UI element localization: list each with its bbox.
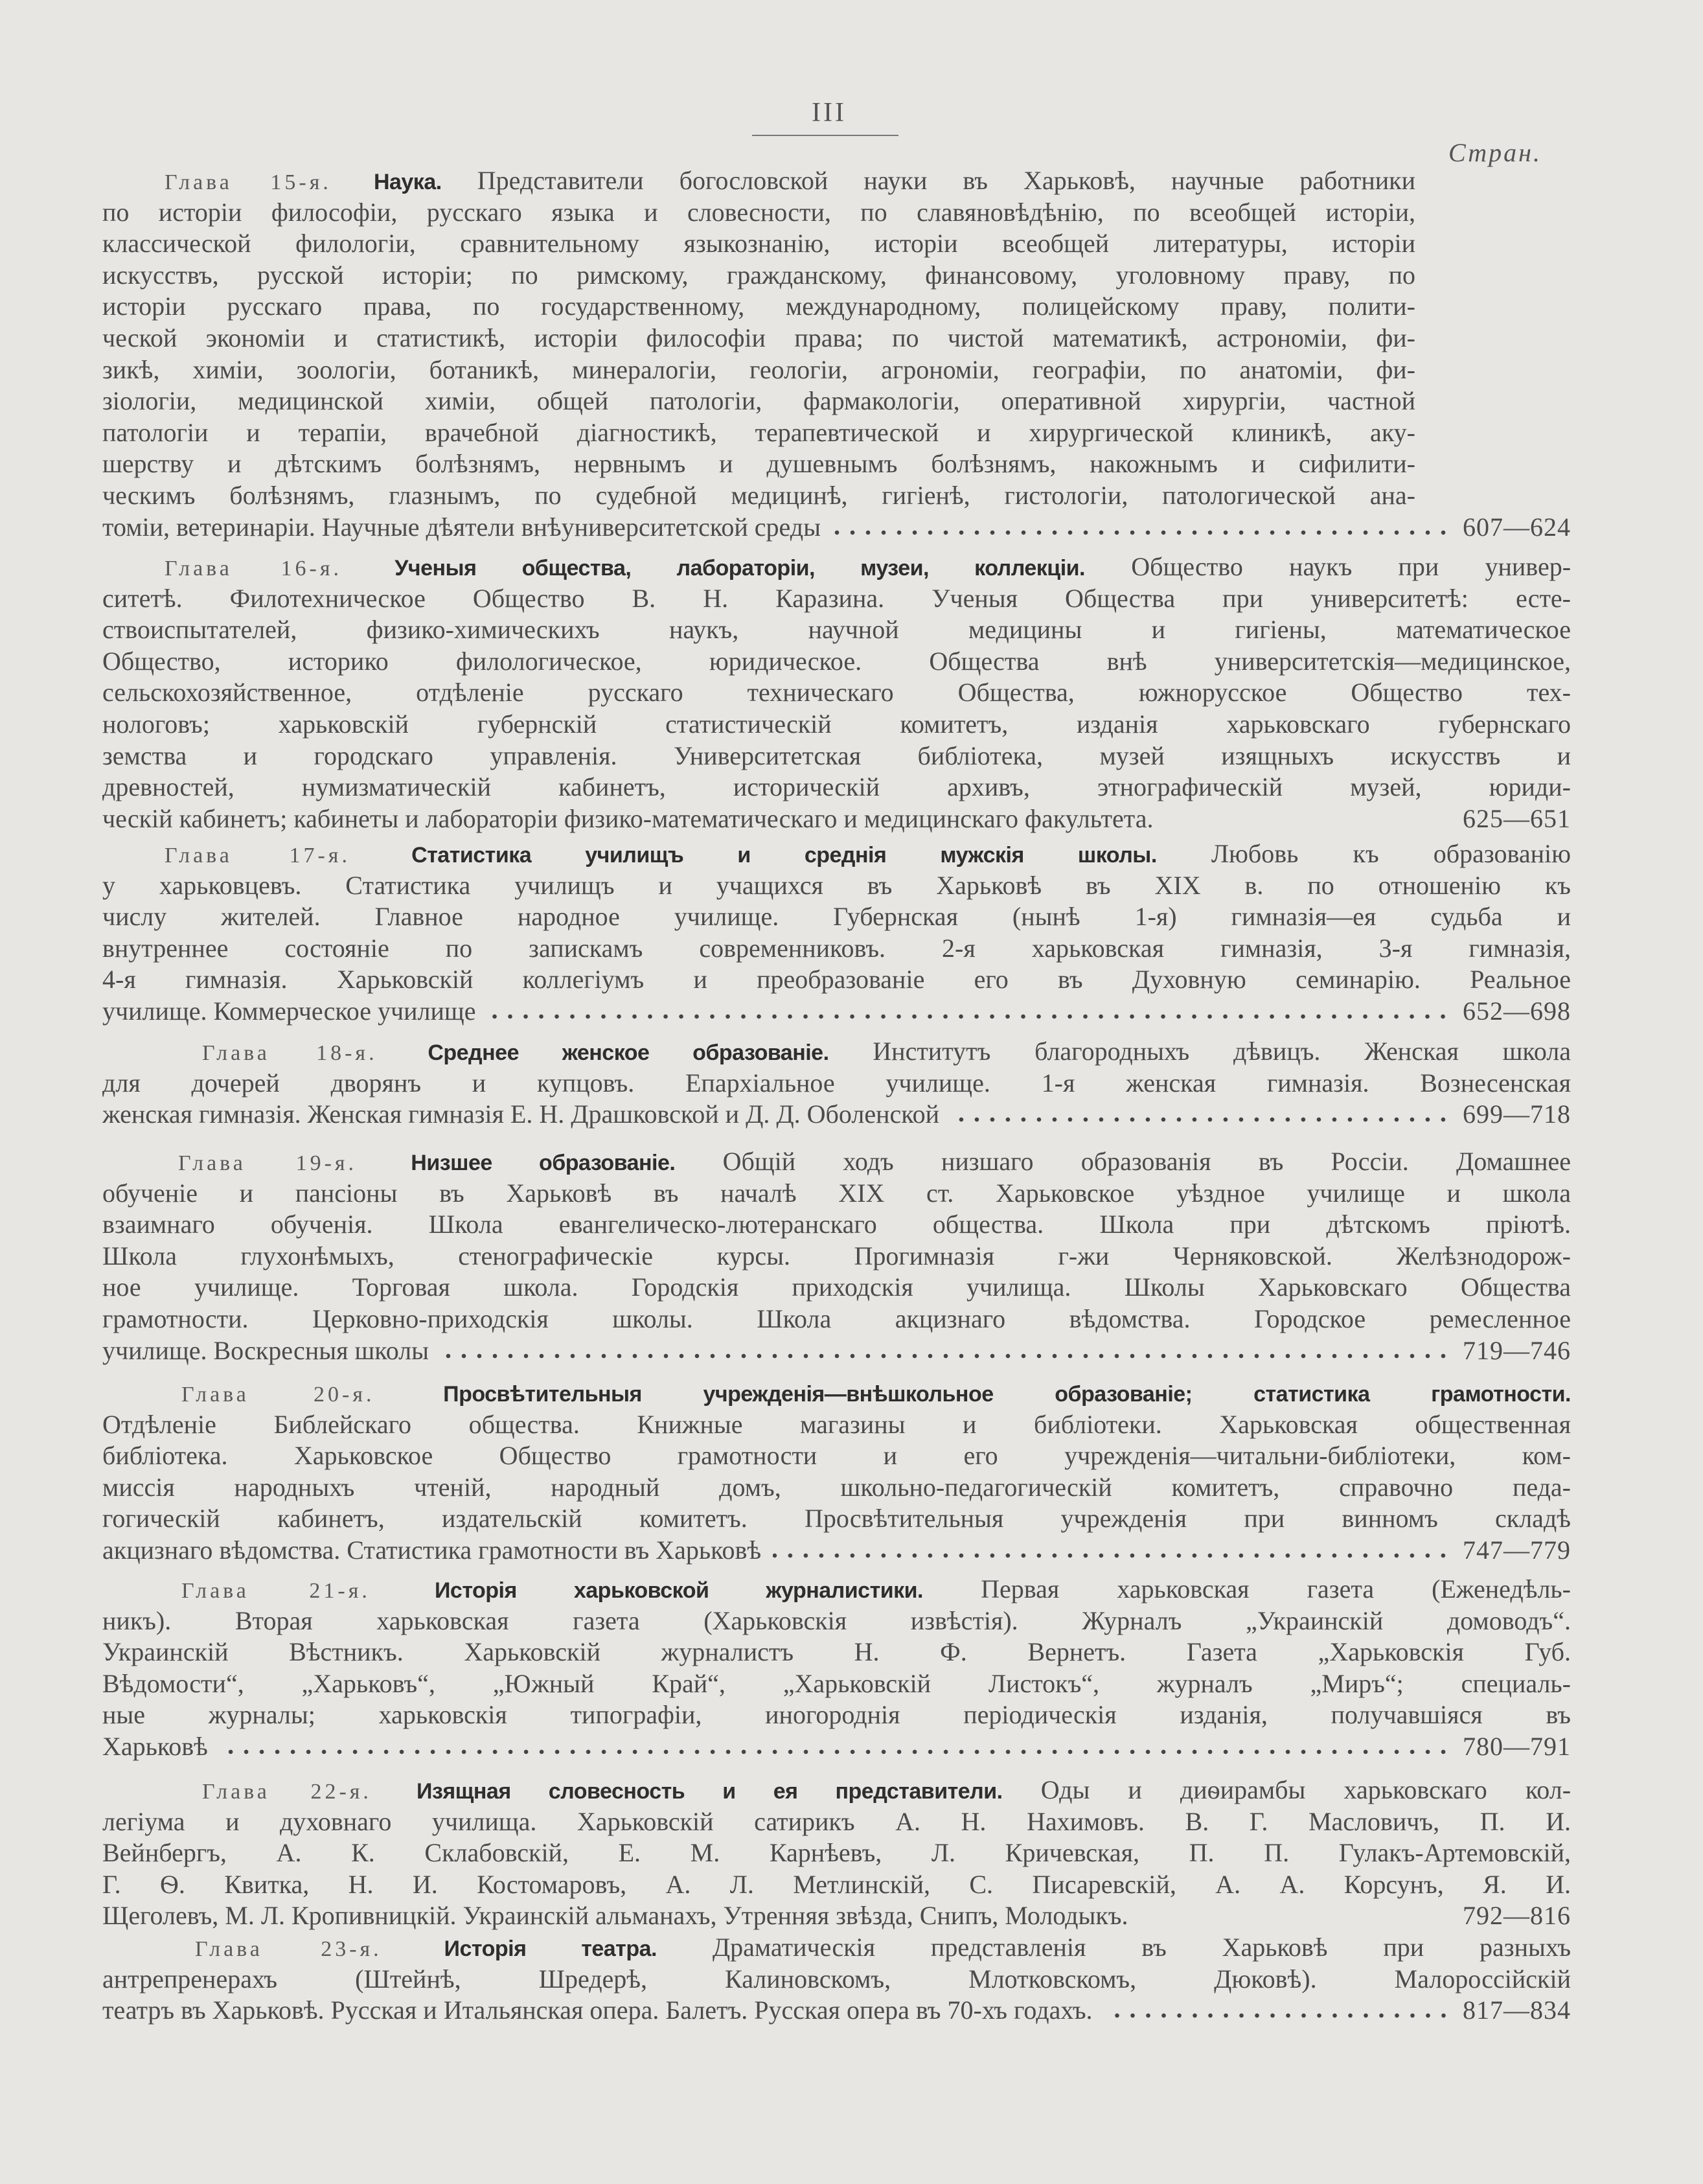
page-number: III bbox=[812, 98, 847, 128]
chapter-text-line: шерству и дѣтскимъ болѣзнямъ, нервнымъ и душевнымъ болѣзнямъ, накожнымъ и сифилити- bbox=[102, 449, 1415, 479]
dot-leader bbox=[440, 1353, 1451, 1359]
chapter-title: Исторія театра. bbox=[444, 1937, 657, 1961]
page-range: 625—651 bbox=[1463, 803, 1571, 833]
page-range: 747—779 bbox=[1463, 1535, 1571, 1565]
chapter-text: Драматическія представленія въ Харьковѣ при разныхъ bbox=[712, 1933, 1571, 1962]
page-range: 792—816 bbox=[1463, 1901, 1571, 1931]
chapter-title: Наука. bbox=[373, 170, 442, 194]
chapter-text-line: по исторіи философіи, русскаго языка и словесности, по славяновѣдѣнію, по всеобщей исторіи, bbox=[102, 197, 1415, 227]
chapter-text-line: гогическій кабинетъ, издательскій комитетъ. Просвѣтительныя учрежденія при винномъ складѣ bbox=[102, 1504, 1571, 1534]
chapter-text-line: ное училище. Торговая школа. Городскія приходскія училища. Школы Харьковскаго Общества bbox=[102, 1272, 1571, 1302]
chapter-title: Низшее образованіе. bbox=[411, 1151, 676, 1175]
page-range: 607—624 bbox=[1463, 512, 1571, 542]
chapter-text: училище. Коммерческое училище bbox=[102, 996, 476, 1026]
dot-leader bbox=[1139, 1918, 1451, 1925]
chapter-text: томіи, ветеринаріи. Научные дѣятели внѣуниверситетской среды bbox=[102, 512, 821, 542]
chapter-text-line: Общество, историко филологическое, юридическое. Общества внѣ университетскія—медицинское, bbox=[102, 646, 1571, 676]
dot-leader bbox=[220, 1749, 1451, 1755]
chapter-text: Представители богословской науки въ Харьковѣ, научные работники bbox=[477, 166, 1416, 195]
chapter-label: Глава 20-я. bbox=[181, 1383, 375, 1407]
chapter-text-line: антрепренерахъ (Штейнѣ, Шредерѣ, Калиновскомъ, Млотковскомъ, Дюковѣ). Малороссійскій bbox=[102, 1964, 1571, 1994]
chapter-title: Статистика училищъ и среднія мужскія школы. bbox=[411, 843, 1157, 868]
chapter-last-line bbox=[102, 1731, 1571, 1763]
chapter-text-line: земства и городскаго управленія. Университетская библіотека, музей изящныхъ искусствъ и bbox=[102, 741, 1571, 770]
chapter-title: Ученыя общества, лабораторіи, музеи, коллекціи. bbox=[394, 556, 1085, 580]
chapter-title: Изящная словесность и ея представители. bbox=[417, 1779, 1003, 1804]
chapter-text: Общество наукъ при универ- bbox=[1131, 552, 1571, 581]
chapter-text-line: ситетѣ. Филотехническое Общество В. Н. Каразина. Ученыя Общества при университетѣ: есте- bbox=[102, 583, 1571, 613]
page-range: 817—834 bbox=[1463, 1995, 1571, 2025]
chapter-text-line: зикѣ, химіи, зоологіи, ботаникѣ, минералогіи, геологіи, агрономіи, географіи, по анатоміи, фи- bbox=[102, 354, 1415, 384]
toc-chapter-entry bbox=[102, 1146, 1571, 1366]
chapter-text-line: ные журналы; харьковскія типографіи, иногороднія періодическія изданія, получавшіяся въ bbox=[102, 1700, 1571, 1730]
chapter-last-line bbox=[102, 1535, 1571, 1567]
chapter-text: Институтъ благородныхъ дѣвицъ. Женская школа bbox=[873, 1037, 1571, 1066]
chapter-text-line: взаимнаго обученія. Школа евангелическо-лютеранскаго общества. Школа при дѣтскомъ пріютѣ. bbox=[102, 1210, 1571, 1239]
chapter-label: Глава 23-я. bbox=[195, 1937, 382, 1961]
chapter-first-line bbox=[102, 551, 1571, 583]
chapter-text-line: исторіи русскаго права, по государственному, международному, полицейскому праву, полити- bbox=[102, 292, 1415, 321]
chapter-title: Исторія харьковской журналистики. bbox=[434, 1578, 924, 1603]
chapter-text-line: библіотека. Харьковское Общество грамотности и его учрежденія—читальни-библіотеки, ком- bbox=[102, 1441, 1571, 1471]
chapter-text: театръ въ Харьковѣ. Русская и Итальянская опера. Балетъ. Русская опера въ 70-хъ годахъ. bbox=[102, 1995, 1093, 2025]
chapter-text-line: ческимъ болѣзнямъ, глазнымъ, по судебной медицинѣ, гигіенѣ, гистологіи, патологической ана- bbox=[102, 480, 1415, 510]
chapter-text-line: грамотности. Церковно-приходскія школы. Школа акцизнаго вѣдомства. Городское ремесленное bbox=[102, 1304, 1571, 1333]
chapter-text-line: Школа глухонѣмыхъ, стенографическіе курсы. Прогимназія г-жи Черняковской. Желѣзнодорож- bbox=[102, 1241, 1571, 1270]
page-range: 699—718 bbox=[1463, 1099, 1571, 1129]
chapter-last-line bbox=[102, 1995, 1571, 2027]
chapter-text-line: внутреннее состояніе по запискамъ современниковъ. 2-я харьковская гимназія, 3-я гимназія, bbox=[102, 933, 1571, 963]
chapter-text-line: древностей, нумизматическій кабинетъ, историческій архивъ, этнографическій музей, юриди- bbox=[102, 772, 1571, 802]
dot-leader bbox=[1165, 821, 1451, 827]
page-range: 652—698 bbox=[1463, 996, 1571, 1026]
chapter-text-line: обученіе и пансіоны въ Харьковѣ въ началѣ XIX ст. Харьковское уѣздное училище и школа bbox=[102, 1178, 1571, 1208]
chapter-label: Глава 15-я. bbox=[165, 170, 332, 194]
toc-chapter-entry bbox=[102, 1574, 1571, 1763]
chapter-text-line: Отдѣленіе Библейскаго общества. Книжные магазины и библіотеки. Харьковская общественная bbox=[102, 1409, 1571, 1439]
toc-chapter-entry bbox=[102, 165, 1571, 543]
chapter-text-line: у харьковцевъ. Статистика училищъ и учащихся въ Харьковѣ въ XIX в. по отношенію къ bbox=[102, 870, 1571, 900]
chapter-first-line bbox=[102, 165, 1571, 197]
toc-chapter-entry bbox=[102, 1775, 1571, 1932]
chapter-label: Глава 16-я. bbox=[165, 557, 343, 580]
header-rule bbox=[752, 135, 898, 136]
chapter-label: Глава 18-я. bbox=[202, 1041, 378, 1065]
chapter-text-line: Вейнбергъ, А. К. Склабовскій, Е. М. Карнѣевъ, Л. Кричевская, П. П. Гулакъ-Артемовскій, bbox=[102, 1838, 1571, 1868]
pages-column-heading: Стран. bbox=[1448, 138, 1542, 167]
chapter-first-line bbox=[102, 1574, 1571, 1605]
chapter-text-line: ческой экономіи и статистикѣ, исторіи философіи права; по чистой математикѣ, астрономіи, фи- bbox=[102, 323, 1415, 352]
chapter-last-line bbox=[102, 1099, 1571, 1131]
chapter-text-line: легіума и духовнаго училища. Харьковскій сатирикъ А. Н. Нахимовъ. В. Г. Масловичъ, П. И. bbox=[102, 1806, 1571, 1836]
chapter-last-line bbox=[102, 1335, 1571, 1367]
chapter-text-line: ствоиспытателей, физико-химическихъ наукъ, научной медицины и гигіены, математическое bbox=[102, 615, 1571, 645]
chapter-label: Глава 19-я. bbox=[178, 1151, 358, 1175]
chapter-text-line: искусствъ, русской исторіи; по римскому, гражданскому, финансовому, уголовному праву, по bbox=[102, 260, 1415, 290]
chapter-text-line: Г. Ѳ. Квитка, Н. И. Костомаровъ, А. Л. Метлинскій, С. Писаревскій, А. А. Корсунъ, Я. И. bbox=[102, 1869, 1571, 1899]
chapter-text-line: нологовъ; харьковскій губернскій статистическій комитетъ, изданія харьковскаго губернскаго bbox=[102, 709, 1571, 739]
chapter-first-line bbox=[102, 1775, 1571, 1806]
chapter-label: Глава 22-я. bbox=[202, 1780, 372, 1804]
page-range: 719—746 bbox=[1463, 1335, 1571, 1365]
chapter-text: училище. Воскресныя школы bbox=[102, 1335, 429, 1365]
page-range: 780—791 bbox=[1463, 1731, 1571, 1761]
chapter-title: Среднее женское образованіе. bbox=[428, 1040, 829, 1065]
chapter-last-line bbox=[102, 512, 1571, 544]
chapter-text: Щеголевъ, М. Л. Кропивницкій. Украинскій альманахъ, Утренняя звѣзда, Снипъ, Молодыкъ. bbox=[102, 1901, 1128, 1931]
chapter-first-line bbox=[102, 1932, 1571, 1964]
dot-leader bbox=[951, 1116, 1451, 1123]
chapter-text-line: сельскохозяйственное, отдѣленіе русскаго техническаго Общества, южнорусское Общество тех- bbox=[102, 678, 1571, 707]
chapter-first-line bbox=[102, 1377, 1571, 1409]
chapter-text-line: Украинскій Вѣстникъ. Харьковскій журналистъ Н. Ф. Вернетъ. Газета „Харьковскія Губ. bbox=[102, 1637, 1571, 1667]
chapter-first-line bbox=[102, 1146, 1571, 1178]
toc-chapter-entry bbox=[102, 551, 1571, 834]
toc-chapter-entry bbox=[102, 1932, 1571, 2027]
chapter-text-line: числу жителей. Главное народное училище. Губернская (нынѣ 1-я) гимназія—ея судьба и bbox=[102, 902, 1571, 932]
chapter-text-line: патологіи и терапіи, врачебной діагностикѣ, терапевтической и хирургической клиникѣ, аку- bbox=[102, 417, 1415, 447]
chapter-last-line bbox=[102, 996, 1571, 1028]
chapter-text: женская гимназія. Женская гимназія Е. Н. Драшковской и Д. Д. Оболенской bbox=[102, 1099, 940, 1129]
chapter-text-line: Вѣдомости“, „Харьковъ“, „Южный Край“, „Харьковскій Листокъ“, журналъ „Миръ“; специаль- bbox=[102, 1668, 1571, 1698]
dot-leader bbox=[1104, 2012, 1452, 2019]
chapter-last-line bbox=[102, 803, 1571, 835]
dot-leader bbox=[832, 529, 1451, 536]
chapter-text-line: классической филологіи, сравнительному языкознанію, исторіи всеобщей литературы, исторіи bbox=[102, 229, 1415, 259]
chapter-label: Глава 17-я. bbox=[165, 844, 350, 868]
chapter-text-line: для дочерей дворянъ и купцовъ. Епархіальное училище. 1-я женская гимназія. Вознесенская bbox=[102, 1068, 1571, 1098]
toc-chapter-entry bbox=[102, 1036, 1571, 1131]
dot-leader bbox=[773, 1552, 1451, 1559]
chapter-text: Любовь къ образованію bbox=[1211, 839, 1571, 868]
chapter-text: ческій кабинетъ; кабинеты и лабораторіи физико-математическаго и медицинскаго факультета. bbox=[102, 803, 1154, 833]
chapter-text: Харьковѣ bbox=[102, 1731, 208, 1761]
chapter-first-line bbox=[102, 838, 1571, 870]
chapter-label: Глава 21-я. bbox=[181, 1579, 371, 1603]
chapter-text-line: зіологіи, медицинской химіи, общей патологіи, фармакологіи, оперативной хирургіи, частной bbox=[102, 386, 1415, 416]
dot-leader bbox=[487, 1013, 1451, 1020]
toc-chapter-entry bbox=[102, 838, 1571, 1028]
chapter-text: Оды и диѳирамбы харьковскаго кол- bbox=[1040, 1775, 1571, 1804]
toc-chapter-entry bbox=[102, 1377, 1571, 1567]
chapter-last-line bbox=[102, 1900, 1571, 1932]
chapter-text-line: никъ). Вторая харьковская газета (Харьковскія извѣстія). Журналъ „Украинскій домоводъ“. bbox=[102, 1605, 1571, 1635]
chapter-text: акцизнаго вѣдомства. Статистика грамотности въ Харьковѣ bbox=[102, 1535, 762, 1565]
chapter-text: Первая харьковская газета (Еженедѣль- bbox=[981, 1574, 1571, 1604]
chapter-text-line: миссія народныхъ чтеній, народный домъ, школьно-педагогическій комитетъ, справочно педа- bbox=[102, 1472, 1571, 1502]
chapter-first-line bbox=[102, 1036, 1571, 1068]
chapter-title: Просвѣтительныя учрежденія—внѣшкольное образованіе; статистика грамотности. bbox=[443, 1382, 1571, 1407]
chapter-text-line: 4-я гимназія. Харьковскій коллегіумъ и преобразованіе его въ Духовную семинарію. Реальное bbox=[102, 965, 1571, 994]
chapter-text: Общій ходъ низшаго образованія въ Россіи. Домашнее bbox=[722, 1147, 1571, 1176]
